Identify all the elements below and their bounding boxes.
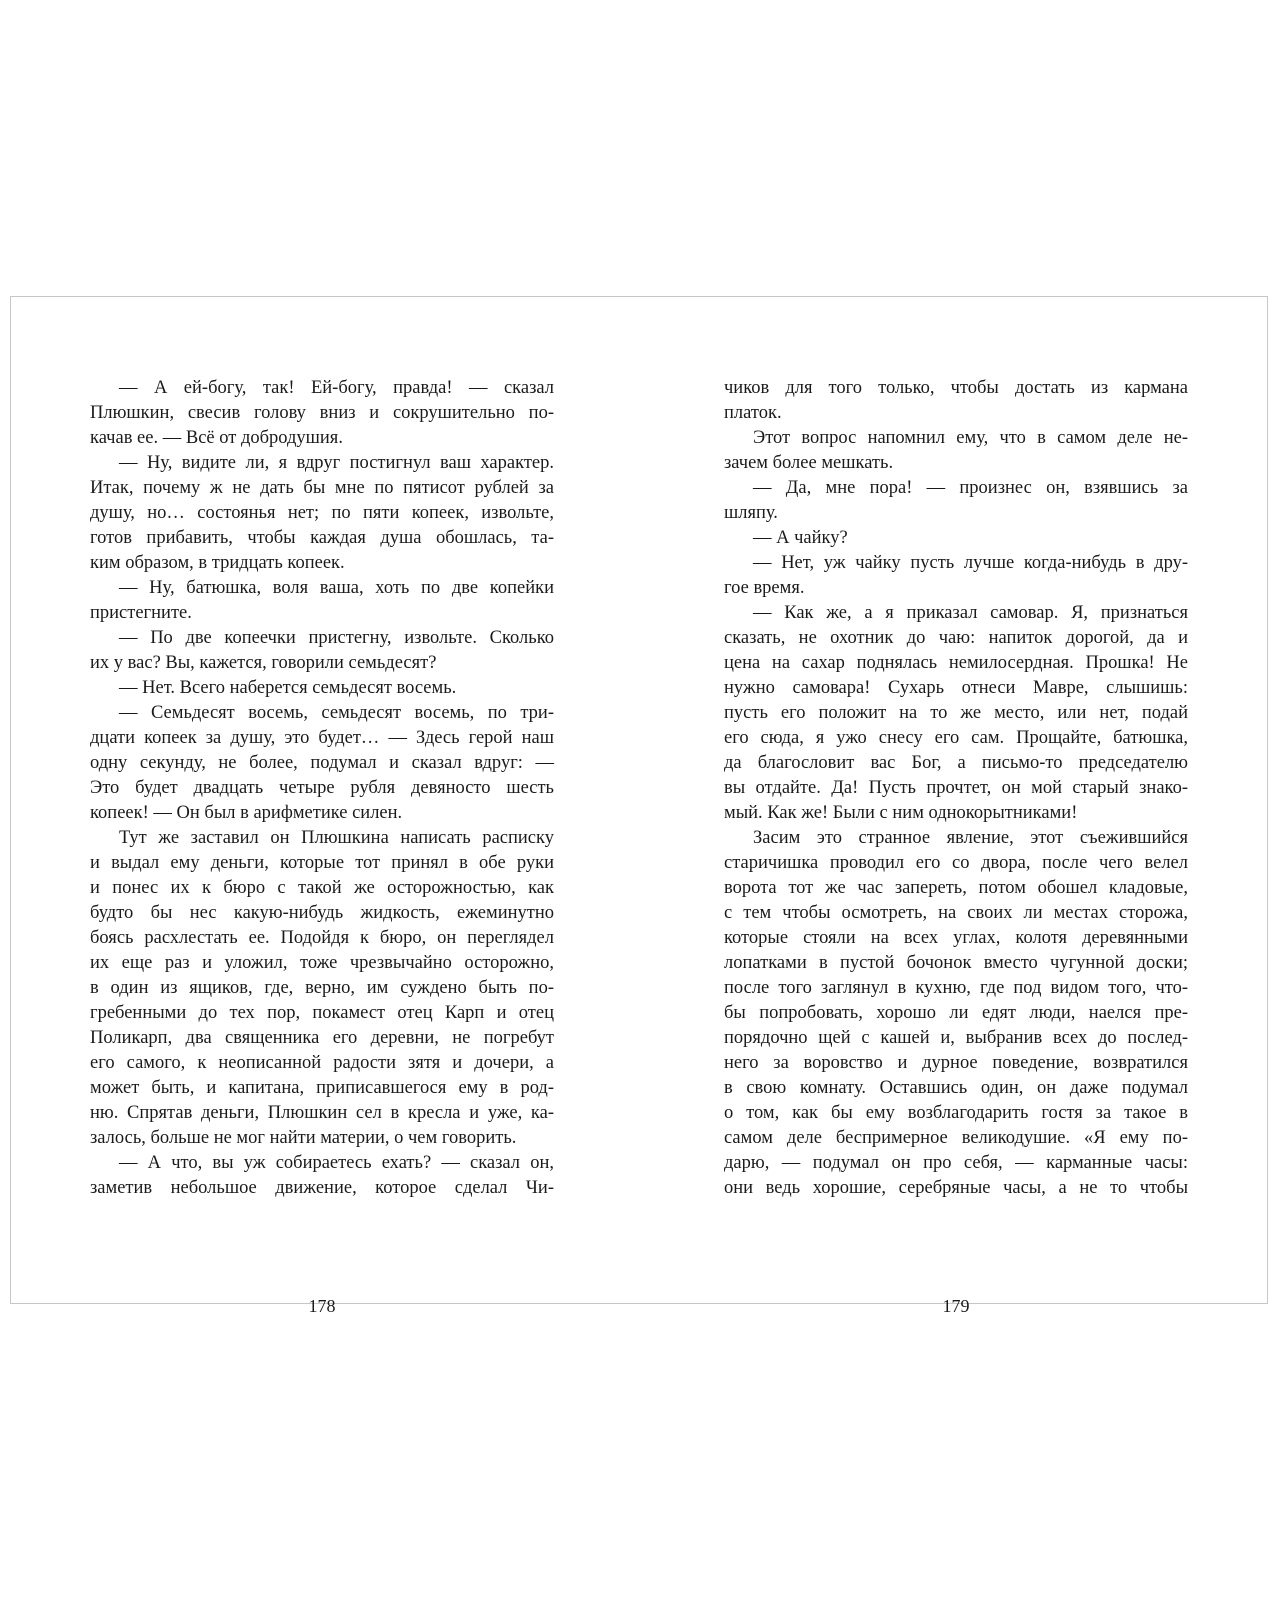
text-line: — А чайку? [753,528,848,548]
text-line: их у вас? Вы, кажется, говорили семьдесят? [90,653,437,673]
text-line: — Как же, а я приказал самовар. Я, признаться [753,603,1188,623]
text-line: зачем более мешкать. [724,453,894,473]
text-line: и выдал ему деньги, которые тот принял в обе руки [90,853,554,873]
text-line: копеек! — Он был в арифметике силен. [90,803,403,823]
text-line: него за воровство и дурное поведение, возвратился [724,1053,1188,1073]
text-line: после того заглянул в кухню, где под видом того, что- [724,978,1188,998]
left-page [90,376,554,1316]
right-page [724,376,1188,1316]
text-line: качав ее. — Всё от добродушия. [90,428,343,448]
text-line: да благословит вас Бог, а письмо-то председателю [724,753,1188,773]
text-line: дцати копеек за душу, это будет… — Здесь герой наш [90,728,554,748]
text-line: старичишка проводил его со двора, после чего велел [724,853,1188,873]
text-line: и понес их к бюро с такой же осторожностью, как [90,878,554,898]
text-line: нужно самовара! Сухарь отнеси Мавре, слышишь: [724,678,1188,698]
text-line: Тут же заставил он Плюшкина написать расписку [119,828,554,848]
text-line: боясь расхлестать ее. Подойдя к бюро, он переглядел [90,928,554,948]
text-line: цена на сахар поднялась немилосердная. Прошка! Не [724,653,1188,673]
text-line: шляпу. [724,503,778,523]
text-line: чиков для того только, чтобы достать из кармана [724,378,1188,398]
text-line: гребенными до тех пор, покамест отец Карп и отец [90,1003,554,1023]
text-line: о том, как бы ему возблагодарить гостя за такое в [724,1103,1188,1123]
page-text [724,376,1188,1201]
text-line: готов прибавить, чтобы каждая душа обошлась, та- [90,528,554,548]
text-line: — Нет. Всего наберется семьдесят восемь. [119,678,457,698]
text-line: бы попробовать, хорошо ли едят люди, наелся пре- [724,1003,1188,1023]
text-line: их еще раз и уложил, тоже чрезвычайно осторожно, [90,953,554,973]
text-line: — Семьдесят восемь, семьдесят восемь, по три- [119,703,554,723]
text-line: они ведь хорошие, серебряные часы, а не то чтобы [724,1178,1188,1198]
text-line: — Нет, уж чайку пусть лучше когда-нибудь в дру- [753,553,1188,573]
text-line: — Ну, батюшка, воля ваша, хоть по две копейки [119,578,554,598]
text-line: сказать, не охотник до чаю: напиток дорогой, да и [724,628,1188,648]
text-line: гое время. [724,578,805,598]
page-number: 179 [942,1296,970,1316]
text-line: с тем чтобы осмотреть, на своих ли местах сторожа, [724,903,1188,923]
text-line: — Ну, видите ли, я вдруг постигнул ваш характер. [119,453,554,473]
text-line: одну секунду, не более, подумал и сказал вдруг: — [90,753,554,773]
text-line: Плюшкин, свесив голову вниз и сокрушительно по- [90,403,554,423]
text-line: ню. Спрятав деньги, Плюшкин сел в кресла и уже, ка- [90,1103,554,1123]
text-line: залось, больше не мог найти материи, о чем говорить. [90,1128,517,1148]
text-line: — Да, мне пора! — произнес он, взявшись за [753,478,1188,498]
text-line: пусть его положит на то же место, или нет, подай [724,703,1188,723]
text-line: заметив небольшое движение, которое сделал Чи- [90,1178,554,1198]
text-line: Поликарп, два священника его деревни, не погребут [90,1028,554,1048]
text-line: будто бы нес какую-нибудь жидкость, ежеминутно [90,903,554,923]
text-line: ворота тот же час запереть, потом обошел кладовые, [724,878,1188,898]
text-line: в свою комнату. Оставшись один, он даже подумал [724,1078,1188,1098]
text-line: его самого, к неописанной радости зятя и дочери, а [90,1053,554,1073]
text-line: — А ей-богу, так! Ей-богу, правда! — сказал [119,378,554,398]
text-line: — А что, вы уж собираетесь ехать? — сказал он, [119,1153,554,1173]
text-line: которые стояли на всех углах, колотя деревянными [724,928,1188,948]
text-line: его сюда, я ужо снесу его сам. Прощайте, батюшка, [724,728,1188,748]
page-number: 178 [308,1296,336,1316]
book-spread [10,296,1268,1316]
text-line: порядочно щей с кашей и, выбранив всех до послед- [724,1028,1188,1048]
text-line: может быть, и капитана, приписавшегося ему в род- [90,1078,554,1098]
text-line: самом деле беспримерное великодушие. «Я ему по- [724,1128,1188,1148]
text-line: пристегните. [90,603,192,623]
text-line: мый. Как же! Были с ним однокорытниками! [724,803,1078,823]
text-line: душу, но… состоянья нет; по пяти копеек, извольте, [90,503,554,523]
text-line: дарю, — подумал он про себя, — карманные часы: [724,1153,1188,1173]
text-line: вы отдайте. Да! Пусть прочтет, он мой старый знако- [724,778,1188,798]
text-line: в один из ящиков, где, верно, им суждено быть по- [90,978,554,998]
text-line: Засим это странное явление, этот съежившийся [753,828,1188,848]
text-line: Этот вопрос напомнил ему, что в самом деле не- [753,428,1188,448]
text-line: Итак, почему ж не дать бы мне по пятисот рублей за [90,478,554,498]
text-line: платок. [724,403,782,423]
text-line: Это будет двадцать четыре рубля девяносто шесть [90,778,554,798]
text-line: ким образом, в тридцать копеек. [90,553,345,573]
text-line: — По две копеечки пристегну, извольте. Сколько [119,628,554,648]
page-text [90,376,554,1201]
text-line: лопатками в пустой бочонок вместо чугунной доски; [724,953,1188,973]
